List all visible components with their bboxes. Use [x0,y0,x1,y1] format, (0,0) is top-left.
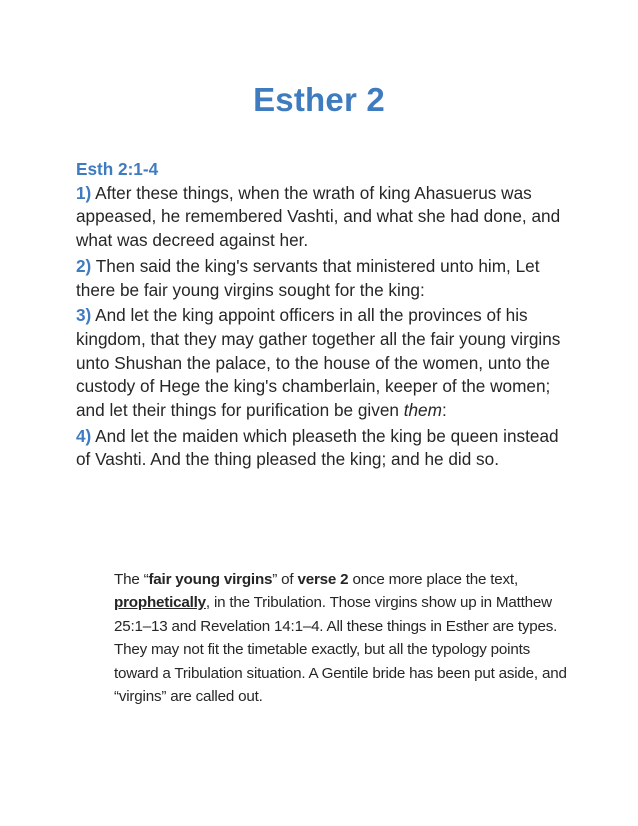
verse-1 [76,182,576,253]
verse-text: : [441,400,447,421]
verse-2 [76,255,576,302]
verse-4 [76,425,576,472]
verse-text: And let the maiden which pleaseth the king be queen instead of Vashti. And the thing pleased the king; and he did so. [76,425,559,470]
verse-number: 3) [76,305,92,326]
commentary-text: The “ [114,571,149,588]
commentary-emphasis: fair young virgins [148,571,273,588]
commentary-paragraph [114,568,574,708]
commentary-text: , in the Tribulation. Those virgins show up in Matthew 25:1–13 and Revelation 14:1–4. All these things in Esther are types. They may not fit the timetable exactly, but all the typology points toward a Tribulation situation. A Gentile bride has been put aside, and “virgins” are called out. [114,594,567,706]
verse-text: After these things, when the wrath of king Ahasuerus was appeased, he remembered Vashti, and what she had done, and what was decreed against her. [76,182,561,251]
commentary-emphasis: verse 2 [297,571,349,588]
verse-number: 1) [76,182,92,203]
verse-number: 2) [76,255,92,276]
verse-text: And let the king appoint officers in all the provinces of his kingdom, that they may gather together all the fair young virgins unto Shushan the palace, to the house of the women, unto the custody of Hege the king's chamberlain, keeper of the women; and let their things for purification be given [76,305,561,421]
scripture-passage [76,158,576,474]
commentary-emphasis-underlined: prophetically [114,594,206,612]
commentary-text: ” of [272,571,298,588]
verse-number: 4) [76,425,92,446]
scripture-reference: Esth 2:1-4 [76,159,159,179]
commentary-text: once more place the text, [348,571,518,588]
page-title: Esther 2 [253,81,385,118]
verse-text: Then said the king's servants that ministered unto him, Let there be fair young virgins sought for the king: [76,255,540,300]
verse-3 [76,304,576,423]
verse-text-italic: them [403,400,442,421]
